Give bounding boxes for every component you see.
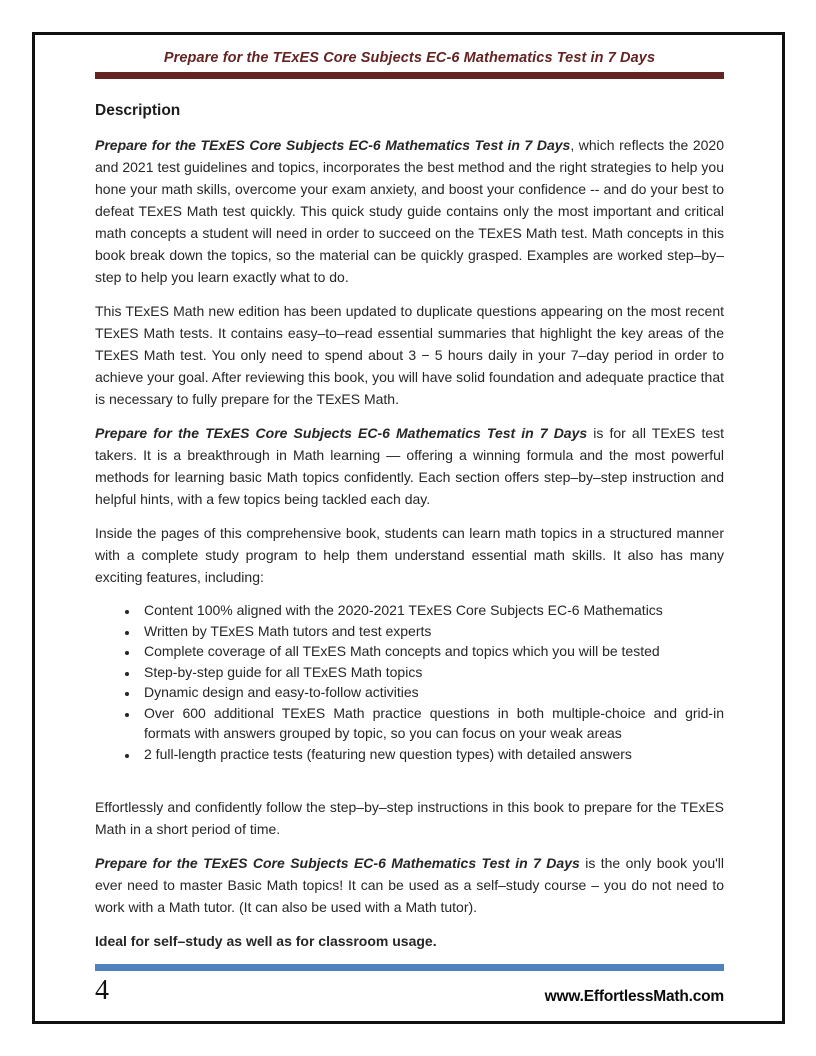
section-title: Description <box>95 102 181 119</box>
book-title-emphasis: Prepare for the TExES Core Subjects EC-6 Mathematics Test in 7 Days <box>95 137 571 153</box>
paragraph: This TExES Math new edition has been updated to duplicate questions appearing on the most recent TExES Math tests. It contains easy–to–read essential summaries that highlight the key areas of the TExES Math test. You only need to spend about 3 − 5 hours daily in your 7–day period in order to achieve your goal. After reviewing this book, you will have solid foundation and adequate practice that is necessary to fully prepare for the TExES Math. <box>95 303 724 407</box>
footer-row <box>95 976 724 1006</box>
website-link[interactable]: www.EffortlessMath.com <box>544 988 724 1005</box>
paragraph: Effortlessly and confidently follow the step–by–step instructions in this book to prepare for the TExES Math in a short period of time. <box>95 799 724 837</box>
feature-item: • Dynamic design and easy-to-follow activities <box>139 682 724 703</box>
header-rule <box>95 72 724 79</box>
page-number: 4 <box>95 975 109 1006</box>
feature-item: • Written by TExES Math tutors and test experts <box>139 621 724 642</box>
paragraph: Prepare for the TExES Core Subjects EC-6 Mathematics Test in 7 Days is for all TExES test takers. It is a breakthrough in Math learning — offering a winning formula and the most powerful methods for learning basic Math topics confidently. Each section offers step–by–step instruction and helpful hints, with a few topics being tackled each day. <box>95 425 725 507</box>
footer-rule <box>95 964 724 971</box>
paragraph: Ideal for self–study as well as for classroom usage. <box>95 933 437 949</box>
closing-paragraphs <box>95 796 724 952</box>
paragraph: Prepare for the TExES Core Subjects EC-6 Mathematics Test in 7 Days, which reflects the 2020 and 2021 test guidelines and topics, incorporates the best method and the right strategies to help you hone your math skills, overcome your exam anxiety, and boost your confidence -- and do your best to defeat TExES Math test quickly. This quick study guide contains only the most important and critical math concepts a student will need in order to succeed on the TExES Math test. Math concepts in this book break down the topics, so the material can be quickly grasped. Examples are worked step–by–step to help you learn exactly what to do. <box>95 137 724 285</box>
features-list <box>95 600 724 764</box>
feature-item: • Step-by-step guide for all TExES Math topics <box>139 662 724 683</box>
document-page <box>32 32 785 1024</box>
book-title-emphasis: Prepare for the TExES Core Subjects EC-6 Mathematics Test in 7 Days <box>95 425 588 441</box>
page-footer <box>95 964 724 1006</box>
paragraph: Prepare for the TExES Core Subjects EC-6 Mathematics Test in 7 Days is the only book you'll ever need to master Basic Math topics! It can be used as a self–study course – you do not need to work with a Math tutor. (It can also be used with a Math tutor). <box>95 855 724 915</box>
feature-item: • 2 full-length practice tests (featuring new question types) with detailed answers <box>139 744 724 765</box>
page-body <box>95 102 724 964</box>
feature-item: • Over 600 additional TExES Math practice questions in both multiple-choice and grid-in formats with answers grouped by topic, so you can focus on your weak areas <box>139 703 724 744</box>
description-paragraphs <box>95 134 724 588</box>
feature-item: • Complete coverage of all TExES Math concepts and topics which you will be tested <box>139 641 724 662</box>
feature-item: • Content 100% aligned with the 2020-2021 TExES Core Subjects EC-6 Mathematics <box>139 600 724 621</box>
page-header <box>95 49 724 102</box>
paragraph: Inside the pages of this comprehensive book, students can learn math topics in a structured manner with a complete study program to help them understand essential math skills. It also has many exciting features, including: <box>95 525 724 585</box>
book-title-emphasis: Prepare for the TExES Core Subjects EC-6 Mathematics Test in 7 Days <box>95 855 580 871</box>
page-header-title: Prepare for the TExES Core Subjects EC-6 Mathematics Test in 7 Days <box>163 50 656 66</box>
